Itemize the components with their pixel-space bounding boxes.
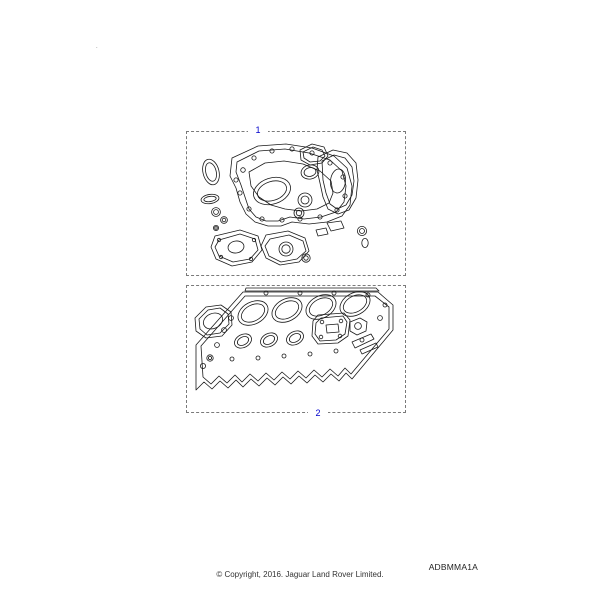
stray-mark: . [96,44,98,50]
part-code-label: ADBMMA1A [428,562,478,572]
callout-box-1 [186,131,406,276]
callout-label-2: 2 [308,408,328,418]
callout-label-1: 1 [248,125,268,135]
callout-box-2 [186,285,406,413]
copyright-text: © Copyright, 2016. Jaguar Land Rover Limited. [216,570,384,579]
